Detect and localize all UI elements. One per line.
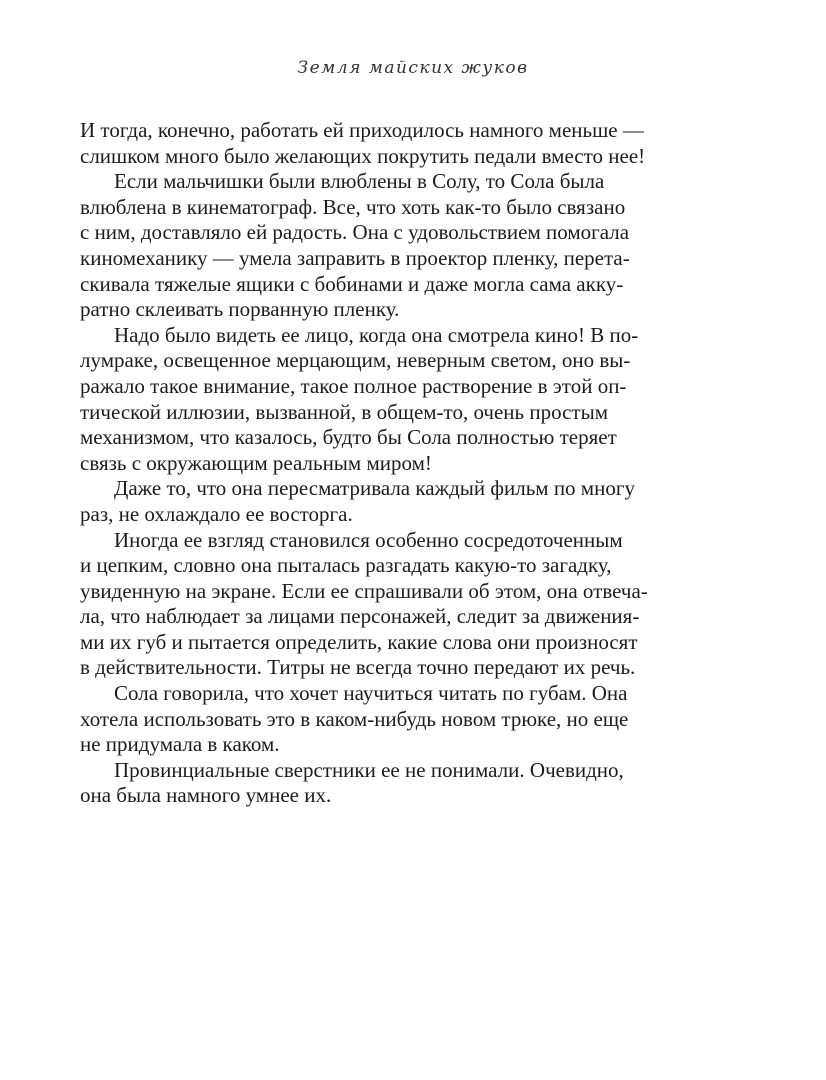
text-line: Надо было видеть ее лицо, когда она смотрела кино! В по- — [114, 322, 639, 347]
text-line: с ним, доставляло ей радость. Она с удовольствием помогала — [80, 220, 630, 245]
text-line: в действительности. Титры не всегда точно передают их речь. — [80, 655, 636, 680]
text-line: связь с окружающим реальным миром! — [80, 450, 432, 475]
text-line: она была намного умнее их. — [80, 783, 332, 808]
text-line: ми их губ и пытается определить, какие слова они произносят — [80, 629, 638, 654]
text-line: Даже то, что она пересматривала каждый фильм по многу — [114, 476, 635, 501]
running-header: Земля майских жуков — [297, 58, 529, 78]
text-line: скивала тяжелые ящики с бобинами и даже могла сама акку- — [80, 271, 624, 296]
text-line: хотела использовать это в каком-нибудь новом трюке, но еще — [80, 706, 629, 731]
text-line: раз, не охлаждало ее восторга. — [80, 501, 353, 526]
text-line: Провинциальные сверстники ее не понимали. Очевидно, — [114, 757, 624, 782]
text-line: Если мальчишки были влюблены в Солу, то Сола была — [114, 169, 605, 194]
text-line: лумраке, освещенное мерцающим, неверным светом, оно вы- — [80, 348, 631, 373]
text-line: ла, что наблюдает за лицами персонажей, следит за движения- — [80, 604, 640, 629]
text-line: И тогда, конечно, работать ей приходилось намного меньше — — [80, 118, 644, 142]
text-line: влюблена в кинематограф. Все, что хоть как-то было связано — [80, 194, 626, 219]
text-line: и цепким, словно она пыталась разгадать какую-то загадку, — [80, 553, 612, 578]
text-line: ратно склеивать порванную пленку. — [80, 297, 400, 322]
text-line: Сола говорила, что хочет научиться читать по губам. Она — [114, 681, 628, 706]
text-line: не придумала в каком. — [80, 732, 280, 757]
text-line: Иногда ее взгляд становился особенно сосредоточенным — [114, 527, 623, 552]
text-line: увиденную на экране. Если ее спрашивали об этом, она отвеча- — [80, 578, 648, 603]
text-line: механизмом, что казалось, будто бы Сола полностью теряет — [80, 425, 617, 450]
text-line: киномеханику — умела заправить в проектор пленку, перета- — [80, 245, 630, 270]
text-line: тической иллюзии, вызванной, в общем-то, очень простым — [80, 399, 609, 424]
text-line: слишком много было желающих покрутить педали вместо нее! — [80, 143, 646, 168]
text-line: ражало такое внимание, такое полное растворение в этой оп- — [80, 373, 627, 398]
body-text — [80, 118, 690, 809]
